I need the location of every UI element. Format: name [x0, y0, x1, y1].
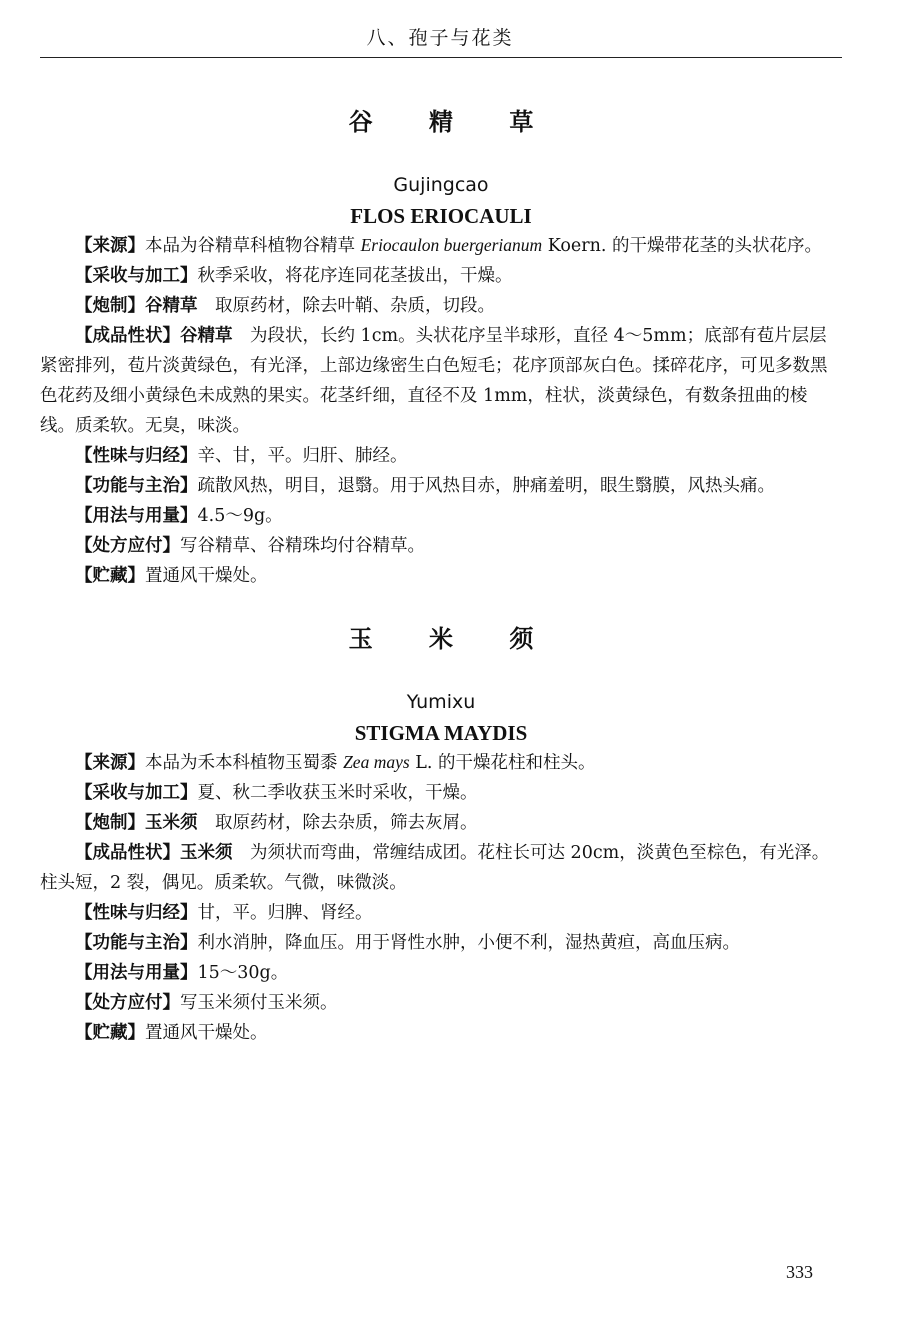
section-label: 【性味与归经】: [75, 903, 198, 923]
section-function: 【功能与主治】疏散风热，明目，退翳。用于风热目赤，肿痛羞明，眼生翳膜，风热头痛。: [75, 476, 775, 496]
section-label: 【性味与归经】: [75, 446, 198, 466]
section-prescription: 【处方应付】写玉米须付玉米须。: [75, 993, 338, 1013]
section-label: 【炮制】: [75, 813, 145, 833]
section-description: 【成品性状】玉米须 为须状而弯曲，常缠结成团。花柱长可达 20cm，淡黄色至棕色，有光泽。柱头短，2 裂，偶见。质柔软。气微，味微淡。: [40, 843, 830, 893]
section-processing: 【炮制】谷精草 取原药材，除去叶鞘、杂质，切段。: [75, 296, 495, 316]
section-label: 【处方应付】: [75, 993, 180, 1013]
section-dosage: 【用法与用量】4.5～9g。: [75, 506, 283, 526]
entry-latin-name: FLOS ERIOCAULI: [350, 204, 532, 228]
section-label: 【贮藏】: [75, 1023, 145, 1043]
running-header: 八、孢子与花类: [366, 27, 514, 49]
section-label: 【贮藏】: [75, 566, 145, 586]
section-label: 【用法与用量】: [75, 506, 198, 526]
section-label: 【处方应付】: [75, 536, 180, 556]
section-sublabel: 谷精草: [145, 296, 198, 316]
entry-title: 玉 米 须: [348, 624, 558, 653]
entry-title: 谷 精 草: [348, 107, 558, 136]
page-number: 333: [786, 1262, 813, 1282]
section-label: 【采收与加工】: [75, 266, 198, 286]
section-source: 【来源】本品为禾本科植物玉蜀黍 Zea mays L. 的干燥花柱和柱头。: [75, 752, 596, 773]
section-dosage: 【用法与用量】15～30g。: [75, 963, 289, 983]
section-label: 【功能与主治】: [75, 476, 198, 496]
section-label: 【来源】: [75, 753, 145, 773]
entry-yumixu: [40, 617, 842, 1048]
section-description: 【成品性状】谷精草 为段状，长约 1cm。头状花序呈半球形，直径 4～5mm；底部有苞片层层紧密排列，苞片淡黄绿色，有光泽，上部边缘密生白色短毛；花序顶部灰白色。揉碎花序，可见多数黑色花药及细小黄绿色未成熟的果实。花茎纤细，直径不及 1mm，柱状，淡黄绿色，有数条扭曲的棱线。质柔软。无臭，味淡。: [40, 326, 828, 436]
section-label: 【成品性状】: [75, 326, 180, 346]
section-nature: 【性味与归经】辛、甘，平。归肝、肺经。: [75, 446, 408, 466]
species-name: Eriocaulon buergerianum: [360, 235, 543, 255]
section-harvest: 【采收与加工】秋季采收，将花序连同花茎拔出，干燥。: [75, 266, 513, 286]
section-processing: 【炮制】玉米须 取原药材，除去杂质，筛去灰屑。: [75, 813, 478, 833]
section-function: 【功能与主治】利水消肿，降血压。用于肾性水肿，小便不利，湿热黄疸，高血压病。: [75, 933, 740, 953]
section-label: 【来源】: [75, 236, 145, 256]
section-label: 【采收与加工】: [75, 783, 198, 803]
section-label: 【功能与主治】: [75, 933, 198, 953]
section-label: 【成品性状】: [75, 843, 180, 863]
section-storage: 【贮藏】置通风干燥处。: [75, 1023, 268, 1043]
entry-pinyin: Yumixu: [406, 691, 476, 713]
species-name: Zea mays: [343, 752, 410, 772]
entry-pinyin: Gujingcao: [393, 174, 489, 196]
entry-latin-name: STIGMA MAYDIS: [354, 721, 528, 745]
section-prescription: 【处方应付】写谷精草、谷精珠均付谷精草。: [75, 536, 425, 556]
section-sublabel: 玉米须: [145, 813, 198, 833]
entry-gujingcao: [40, 100, 842, 591]
section-label: 【用法与用量】: [75, 963, 198, 983]
section-harvest: 【采收与加工】夏、秋二季收获玉米时采收，干燥。: [75, 783, 478, 803]
header-rule: [40, 57, 842, 58]
section-nature: 【性味与归经】甘，平。归脾、肾经。: [75, 903, 373, 923]
section-sublabel: 玉米须: [180, 843, 233, 863]
section-source: 【来源】本品为谷精草科植物谷精草 Eriocaulon buergerianum Koern. 的干燥带花茎的头状花序。: [75, 235, 823, 256]
page-content: [40, 100, 842, 1074]
section-sublabel: 谷精草: [180, 326, 233, 346]
section-storage: 【贮藏】置通风干燥处。: [75, 566, 268, 586]
section-label: 【炮制】: [75, 296, 145, 316]
